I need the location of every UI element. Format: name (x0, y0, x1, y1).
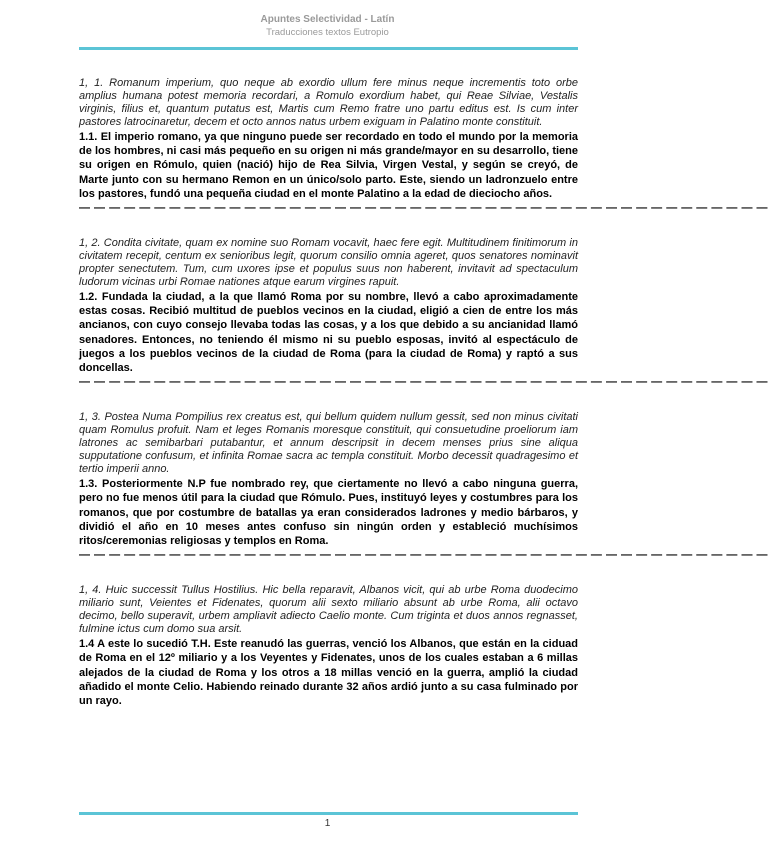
header-subtitle: Traducciones textos Eutropio (266, 27, 389, 38)
spanish-translation: 1.4 A este lo sucedió T.H. Este reanudó las guerras, venció los Albanos, que están en la ciduad de Roma en el 12º miliario y a los Veyentes y Fidenates, unos de los cuales estaban a 6 millas alejados de la ciudad de Roma y los otros a 18 millas venció en la guerra, amplió la ciudad añadido el monte Celio. Habiendo reinado durante 32 años ardió junto a su casa fulminado por un rayo. (79, 638, 578, 708)
spanish-translation: 1.1. El imperio romano, ya que ninguno puede ser recordado en todo el mundo por la memoria de los hombres, ni casi más pequeño en su origen ni más grande/mayor en su desarrollo, tiene su origen en Rómulo, quien (nació) hijo de Rea Silvia, Virgen Vestal, y según se creyó, de Marte junto con su hermano Remon en un único/solo parto. Este, siendo un ladronzuelo entre los pastores, fundó una pequeña ciudad en el monte Palatino a la edad de dieciocho años. (79, 131, 578, 200)
latin-text: 1, 1. Romanum imperium, quo neque ab exordio ullum fere minus neque incrementis toto orbe amplius humana potest memoria recordari, a Romulo exordium habet, qui Reae Silviae, Vestalis virginis, filius et, quantum putatus est, Martis cum Remo fratre uno partu editus est. Is cum inter pastores latrocinaretur, decem et octo annos natus urbem exiguam in Palatino monte constituit. (79, 77, 578, 128)
section-1-2 (79, 237, 768, 389)
footer-rule (79, 812, 578, 815)
spanish-translation: 1.3. Posteriormente N.P fue nombrado rey, que ciertamente no llevó a cabo ninguna guerra, pero no fue menos útil para la ciudad que Rómulo. Pues, instituyó leyes y costumbres para los romanos, que por costumbre de batallas ya eran considerados ladrones y medio bárbaros, y dividió el año en 10 meses antes confuso sin ningún orden y estableció muchísimos ritos/ceremonias religiosas y templos en Roma. (79, 478, 578, 548)
page-number: 1 (324, 818, 331, 829)
latin-text: 1, 4. Huic successit Tullus Hostilius. Hic bella reparavit, Albanos vicit, qui ab urbe Roma duodecimo miliario sunt, Veientes et Fidenates, quorum alii sexto miliario absunt ab urbe Roma, alii octavo decimo, bello superavit, urbem ampliavit adiecto Caelio monte. Cum triginta et duos annos regnasset, fulmine ictus cum domo sua arsit. (79, 584, 578, 636)
header-rule (79, 47, 578, 50)
page-header (0, 13, 655, 39)
spanish-translation: 1.2. Fundada la ciudad, a la que llamó Roma por su nombre, llevó a cabo aproximadamente estas cosas. Recibió multitud de pueblos vecinos en la ciudad, eligió a cien de entre los más ancianos, con cuyo consejo llevaba todas las cosas, y a los que debido a su ancianidad llamó senadores. Entonces, no teniendo él mismo ni su pueblo esposas, invitó al espectáculo de juegos a los pueblos vecinos de la ciudad de Roma (para la ciudad de Roma) y raptó a sus doncellas. (79, 291, 578, 375)
dashed-separator: — — — — — — — — — — — — — — — — — — — — — — — — — — — — — — — — — — — — — — — — — — — — — — (79, 376, 768, 389)
document-body (79, 77, 768, 708)
dashed-separator: — — — — — — — — — — — — — — — — — — — — — — — — — — — — — — — — — — — — — — — — — — — — — — (79, 549, 768, 562)
section-1-4 (79, 584, 578, 708)
section-1-3 (79, 411, 768, 562)
latin-text: 1, 3. Postea Numa Pompilius rex creatus est, qui bellum quidem nullum gessit, sed non minus civitati quam Romulus profuit. Nam et leges Romanis moresque constituit, qui consuetudine proeliorum iam latrones ac semibarbari putabantur, et annum descripsit in decem menses prius sine aliqua supputatione confusum, et infinita Romae sacra ac templa constituit. Morbo decessit quadragesimo et tertio imperii anno. (79, 411, 578, 476)
section-1-1 (79, 77, 768, 215)
header-title: Apuntes Selectividad - Latín (260, 14, 395, 25)
dashed-separator: — — — — — — — — — — — — — — — — — — — — — — — — — — — — — — — — — — — — — — — — — — — — — — (79, 202, 768, 215)
latin-text: 1, 2. Condita civitate, quam ex nomine suo Romam vocavit, haec fere egit. Multitudinem finitimorum in civitatem recepit, centum ex senioribus legit, quorum consilio omnia ageret, quos senatores nominavit propter senectutem. Tum, cum uxores ipse et populus suus non haberent, invitavit ad spectaculum ludorum vicinas urbi Romae nationes atque earum virgines rapuit. (79, 237, 578, 289)
